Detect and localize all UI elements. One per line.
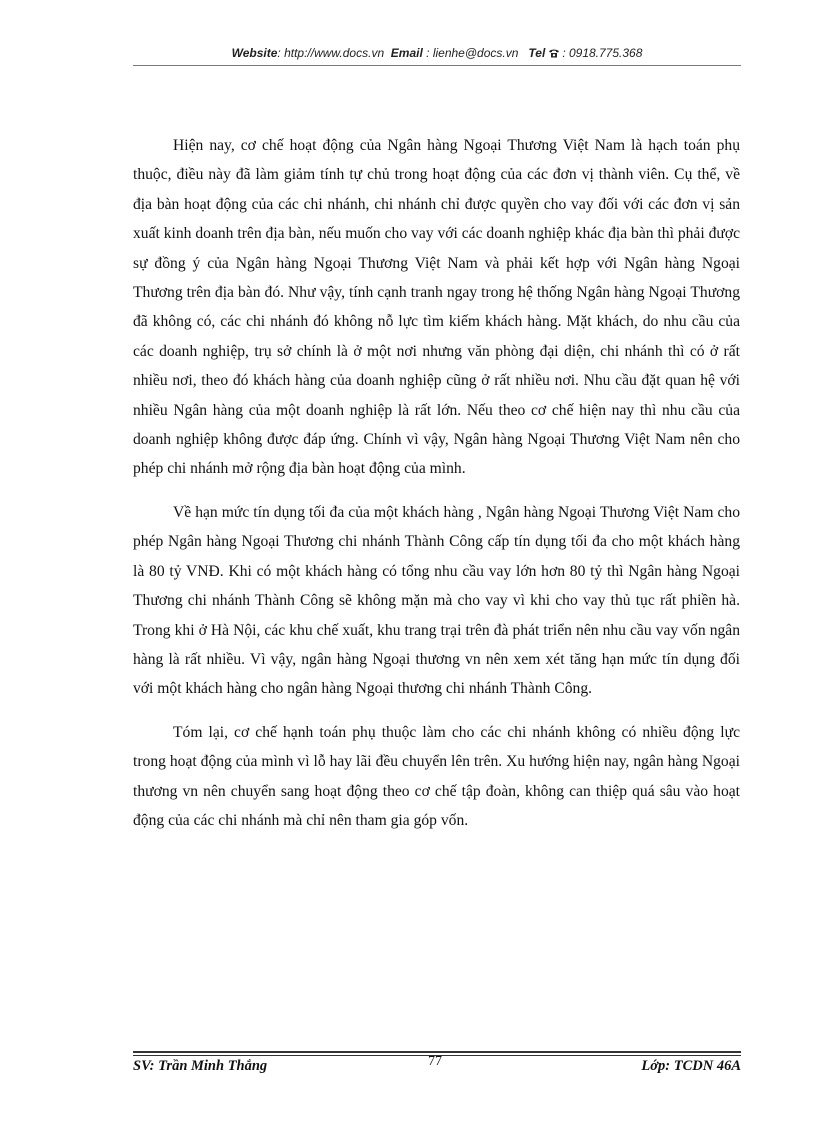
- document-body: [133, 131, 740, 835]
- paragraph-2: Về hạn mức tín dụng tối đa của một khách hàng , Ngân hàng Ngoại Thương Việt Nam cho phép Ngân hàng Ngoại Thương chi nhánh Thành Công cấp tín dụng tối đa cho một khách hàng là 80 tỷ VNĐ. Khi có một khách hàng có tổng nhu cầu vay lớn hơn 80 tỷ thì Ngân hàng Ngoại Thương chi nhánh Thành Công sẽ không mặn mà cho vay vì khi cho vay thủ tục rất phiền hà. Trong khi ở Hà Nội, các khu chế xuất, khu trang trại trên đà phát triển nên nhu cầu vay vốn ngân hàng là rất nhiều. Vì vậy, ngân hàng Ngoại thương vn nên xem xét tăng hạn mức tín dụng đối với một khách hàng cho ngân hàng Ngoại thương chi nhánh Thành Công.: [133, 503, 740, 698]
- paragraph-3: Tóm lại, cơ chế hạnh toán phụ thuộc làm cho các chi nhánh không có nhiều động lực trong hoạt động của mình vì lỗ hay lãi đều chuyển lên trên. Xu hướng hiện nay, ngân hàng Ngoại thương vn nên chuyển sang hoạt động theo cơ chế tập đoàn, không can thiệp quá sâu vào hoạt động của các chi nhánh mà chỉ nên tham gia góp vốn.: [133, 723, 740, 829]
- footer-divider-thick: [133, 1051, 741, 1053]
- website-label: Website: [231, 46, 278, 60]
- page-number: 77: [428, 1054, 442, 1069]
- student-name: SV: Trần Minh Thắng: [133, 1058, 268, 1074]
- class-label: Lớp: TCDN 46A: [641, 1058, 741, 1074]
- tel-label: Tel: [528, 46, 546, 60]
- header-divider: [133, 65, 741, 66]
- page-header: [133, 46, 741, 60]
- email-label: Email: [390, 46, 423, 60]
- page-footer: [133, 1054, 741, 1078]
- telephone-icon: [548, 48, 560, 58]
- website-value: : http://www.docs.vn: [277, 46, 385, 60]
- paragraph-1: Hiện nay, cơ chế hoạt động của Ngân hàng Ngoại Thương Việt Nam là hạch toán phụ thuộc, điều này đã làm giảm tính tự chủ trong hoạt động của các đơn vị thành viên. Cụ thể, về địa bàn hoạt động của các chi nhánh, chi nhánh chỉ được quyền cho vay đối với các đơn vị sản xuất kinh doanh trên địa bàn, nếu muốn cho vay với các doanh nghiệp khác địa bàn thì phải được sự đồng ý của Ngân hàng Ngoại Thương Việt Nam và phải kết hợp với Ngân hàng Ngoại Thương trên địa bàn đó. Như vậy, tính cạnh tranh ngay trong hệ thống Ngân hàng Ngoại Thương đã không có, các chi nhánh đó không nỗ lực tìm kiếm khách hàng. Mặt khách, do nhu cầu của các doanh nghiệp, trụ sở chính là ở một nơi nhưng văn phòng đại diện, chi nhánh thì có ở rất nhiều nơi, theo đó khách hàng của doanh nghiệp cũng ở rất nhiều nơi. Nhu cầu đặt quan hệ với nhiều Ngân hàng của một doanh nghiệp là rất lớn. Nếu theo cơ chế hiện nay thì nhu cầu của doanh nghiệp không được đáp ứng. Chính vì vậy, Ngân hàng Ngoại Thương Việt Nam nên cho phép chi nhánh mở rộng địa bàn hoạt động của mình.: [133, 137, 740, 478]
- tel-value: : 0918.775.368: [562, 46, 643, 60]
- email-value: : lienhe@docs.vn: [426, 46, 519, 60]
